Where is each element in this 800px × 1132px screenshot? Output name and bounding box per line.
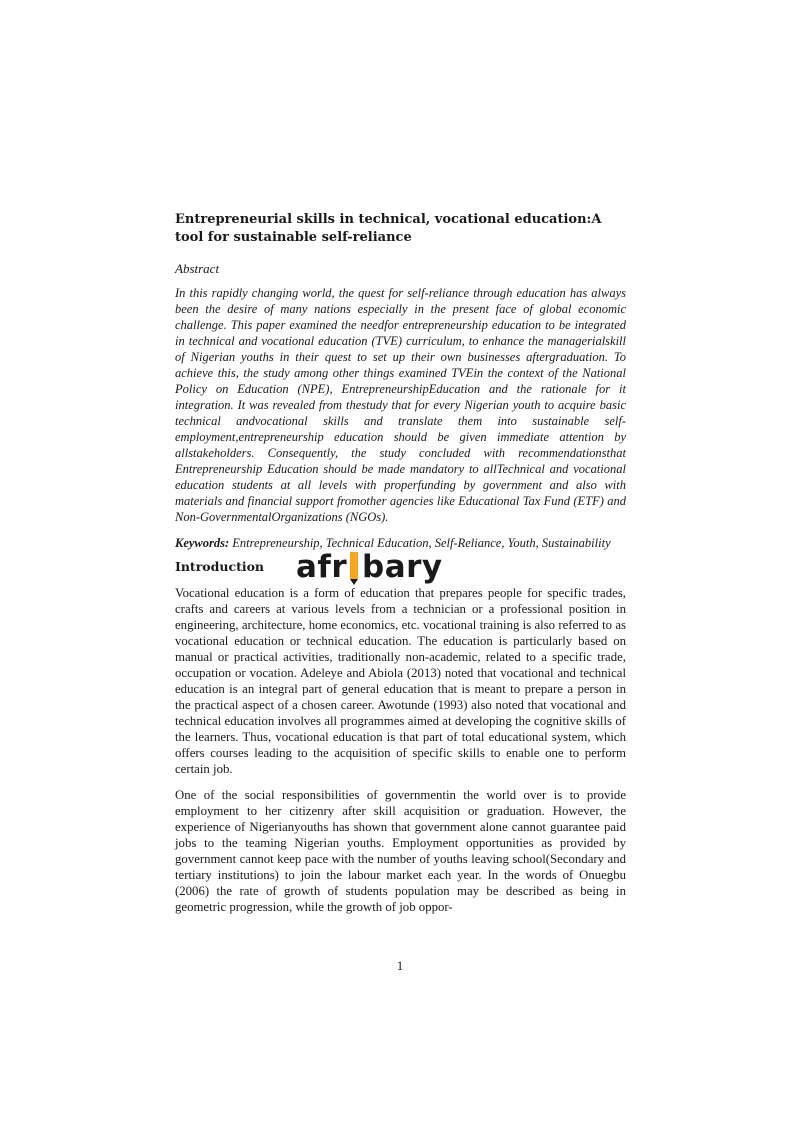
afribary-logo-watermark [296,547,476,587]
svg-text:bary: bary [362,549,443,585]
paper-title: Entrepreneurial skills in technical, vocational education:A tool for sustainable self-reliance [175,212,602,245]
body-paragraph-2: One of the social responsibilities of governmentin the world over is to provide employment to her citizenry after skill acquisition or graduation. However, the experience of Nigerianyouths has shown that government alone cannot guarantee paid jobs to the teaming Nigerian youths. Employment opportunities as provided by government cannot keep pace with the number of youths leaving school(Secondary and tertiary institutions) to join the labour market each year. In the words of Onuegbu (2006) the rate of growth of students population may be described as being in geometric progression, while the growth of job oppor- [175,788,626,914]
page-number: 1 [396,958,404,973]
section-heading-introduction: Introduction [175,559,265,574]
body-paragraph-1: Vocational education is a form of education that prepares people for specific trades, crafts and careers at various levels from a technician or a professional position in engineering, architecture, home economics, etc. vocational training is also referred to as vocational education or technical education. The education is particularly based on manual or practical activities, traditionally non-academic, related to a specific trade, occupation or vocation. Adeleye and Abiola (2013) noted that vocational and technical education is an integral part of general education that is meant to prepare a person in the practical aspect of a chosen career. Awotunde (1993) also noted that vocational and technical education involves all programmes aimed at developing the cognitive skills of the learners. Thus, vocational education is that part of total educational system, which offers courses leading to the acquisition of specific skills to enable one to perform certain job. [175,586,626,776]
afribary-logo-icon [296,547,476,587]
abstract-heading: Abstract [175,261,220,276]
svg-text:afr: afr [296,549,348,585]
keywords-text: Entrepreneurship, Technical Education, Self-Reliance, Youth, Sustainability [232,536,611,550]
abstract-text: In this rapidly changing world, the quest for self-reliance through education has always been the desire of many nations especially in the present face of global economic challenge. This paper examined the needfor entrepreneurship education to be integrated in technical and vocational education (TVE) curriculum, to enhance the managerialskill of Nigerian youths in their quest to set up their own businesses aftergraduation. To achieve this, the study among other things examined TVEin the context of the National Policy on Education (NPE), EntrepreneurshipEducation and the rationale for it integration. It was revealed from thestudy that for every Nigerian youth to acquire basic technical andvocational skills and translate them into sustainable self-employment,entrepreneurship education should be given immediate attention by allstakeholders. Consequently, the study concluded with recommendationsthat Entrepreneurship Education should be made mandatory to allTechnical and vocational education students at all levels with properfunding by government and also with materials and financial support fromother agencies like Educational Tax Fund (ETF) and Non-GovernmentalOrganizations (NGOs). [175,286,626,524]
keywords-label: Keywords: [175,536,230,550]
